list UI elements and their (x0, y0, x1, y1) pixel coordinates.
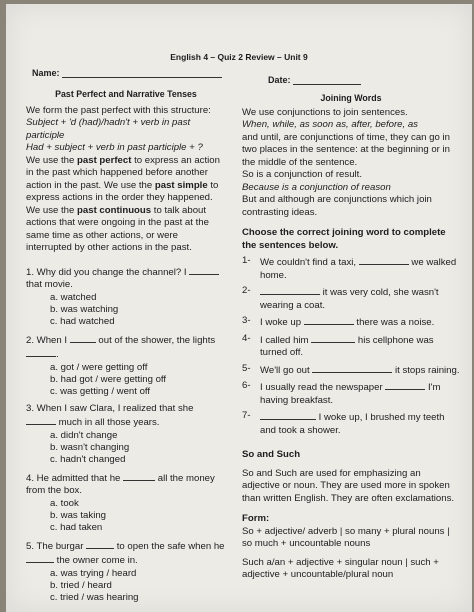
option[interactable]: c. hadn't changed (50, 453, 126, 465)
left-column (26, 88, 226, 604)
question-1: 1. Why did you change the channel? I that movie. a. watched b. was watching c. had watched (26, 265, 226, 328)
option[interactable]: a. was trying / heard (50, 567, 137, 579)
joining-question-4: 4- I called him his cellphone was turned off. (242, 332, 434, 358)
answer-blank[interactable] (26, 347, 56, 357)
page-title: English 4 – Quiz 2 Review – Unit 9 (170, 52, 308, 62)
answer-blank[interactable] (70, 333, 96, 343)
form-rule-so: So + adjective/ adverb | so many + plural nouns | so much + uncountable nouns (242, 525, 450, 549)
section-heading-joining-words: Joining Words (320, 93, 382, 103)
option[interactable]: c. had watched (50, 315, 115, 327)
answer-blank[interactable] (304, 315, 354, 325)
conjunction-contrast: But and although are conjunctions which join contrasting ideas. (242, 194, 432, 218)
conjunction-time-note: and until, are conjunctions of time, they can go in two places in the sentence: at the beginning or in the middle of the sentence. (242, 131, 451, 168)
option[interactable]: c. was getting / went off (50, 385, 151, 397)
joining-question-3: 3- I woke up there was a noise. (242, 315, 435, 328)
so-such-explanation: So and Such are used for emphasizing an adjective or noun. They are used more in spoken than written English. They are often exclamations. (242, 467, 455, 504)
option[interactable]: a. took (50, 497, 79, 509)
date-field[interactable] (268, 75, 361, 85)
conjunction-reason: Because is a conjunction of reason (242, 181, 391, 193)
section-heading-past-perfect: Past Perfect and Narrative Tenses (55, 89, 197, 99)
option[interactable]: b. had got / were getting off (50, 373, 167, 385)
instruction: Choose the correct joining word to complete the sentences below. (242, 227, 446, 251)
formula-question: Had + subject + verb in past participle + ? (26, 142, 203, 153)
question-5: 5. The burgar to open the safe when he the owner come in. a. was trying / heard b. tried / heard c. tried / was hearing (26, 540, 225, 603)
option[interactable]: c. had taken (50, 521, 103, 533)
joining-question-5: 5- We'll go out it stops raining. (242, 362, 460, 376)
answer-blank[interactable] (385, 380, 425, 390)
joining-question-7: 7- I woke up, I brushed my teeth and took a shower. (242, 410, 445, 436)
option[interactable]: a. didn't change (50, 429, 118, 441)
option[interactable]: c. tried / was hearing (50, 591, 139, 603)
conjunction-time-list: When, while, as soon as, after, before, as (242, 119, 418, 130)
joining-questions (242, 255, 460, 437)
intro-text: We form the past perfect with this structure: (26, 104, 211, 116)
option[interactable]: b. was watching (50, 303, 119, 315)
option[interactable]: a. got / were getting off (50, 361, 148, 373)
name-line[interactable] (62, 68, 222, 78)
answer-blank[interactable] (260, 410, 316, 420)
answer-blank[interactable] (26, 553, 54, 563)
date-line[interactable] (293, 75, 361, 85)
answer-blank[interactable] (26, 415, 56, 425)
answer-blank[interactable] (123, 471, 155, 481)
joining-question-2: 2- it was very cold, she wasn't wearing a coat. (242, 285, 439, 311)
answer-blank[interactable] (311, 333, 355, 343)
question-4: 4. He admitted that he all the money from the box. a. took b. was taking c. had taken (26, 471, 226, 534)
question-2: 2. When I out of the shower, the lights . a. got / were getting off b. had got / were getting off c. was getting / went off (26, 333, 226, 398)
option[interactable]: b. was taking (50, 509, 106, 521)
answer-blank[interactable] (312, 363, 392, 373)
option[interactable]: b. tried / heard (50, 579, 112, 591)
joining-question-1: 1- We couldn't find a taxi, we walked home. (242, 255, 457, 281)
answer-blank[interactable] (189, 265, 219, 275)
right-column (242, 92, 460, 582)
section-heading-so-such: So and Such (242, 449, 301, 460)
formula-affirmative: Subject + 'd (had)/hadn't + verb in past participle (26, 117, 191, 141)
question-3: 3. When I saw Clara, I realized that she much in all those years. a. didn't change b. wasn't changing c. hadn't changed (26, 403, 226, 466)
joining-question-6: 6- I usually read the newspaper I'm having breakfast. (242, 380, 441, 406)
option[interactable]: b. wasn't changing (50, 441, 130, 453)
name-field[interactable] (32, 68, 222, 78)
conjunction-intro: We use conjunctions to join sentences. (242, 106, 408, 118)
explanation-paragraph: We use the past perfect to express an action in the past which happened before another action in the past. We use the past simple to express actions in the order they happened. We use the past continuous to talk about actions that were ongoing in the past at the same time as other actions, or were interrupted by other actions in the past. (26, 154, 220, 253)
name-label: Name: (32, 68, 60, 78)
conjunction-result: So is a conjunction of result. (242, 169, 362, 180)
option[interactable]: a. watched (50, 291, 97, 303)
answer-blank[interactable] (260, 285, 320, 295)
form-rule-such: Such a/an + adjective + singular noun | such + adjective + uncountable/plural noun (242, 556, 439, 580)
answer-blank[interactable] (86, 539, 114, 549)
form-heading: Form: (242, 513, 270, 524)
quiz-paper (6, 4, 472, 612)
answer-blank[interactable] (359, 255, 409, 265)
date-label: Date: (268, 75, 291, 85)
